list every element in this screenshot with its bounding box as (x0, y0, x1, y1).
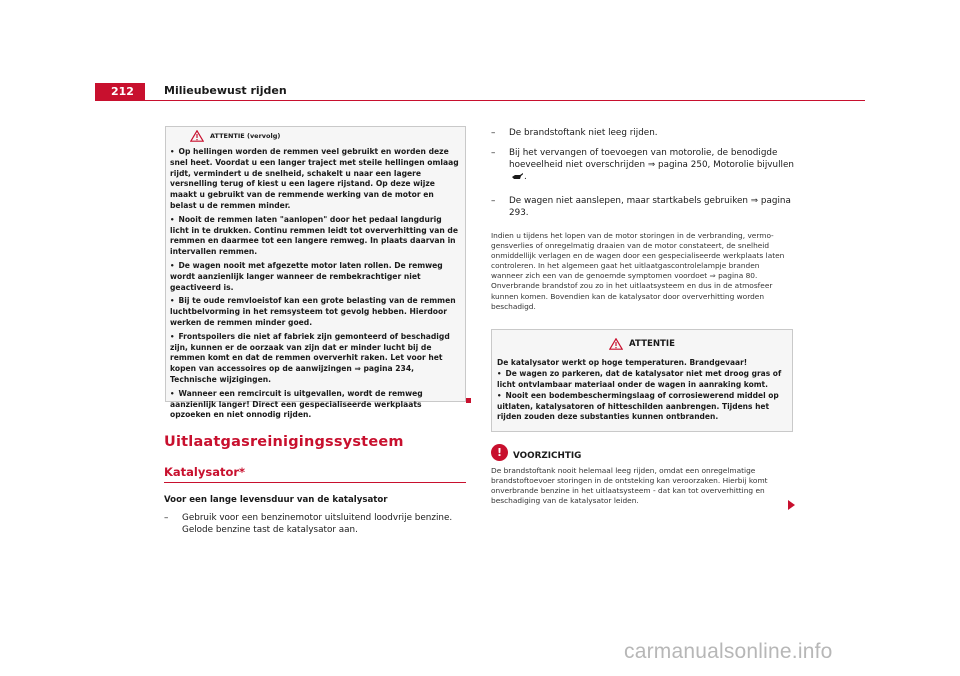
paragraph-heading: Voor een lange levensduur van de katalysator (164, 495, 388, 505)
section-end-marker (466, 398, 471, 403)
caution-text: De brandstoftank nooit helemaal leeg rijden, omdat een onregelmatige brandstoftoevoer storingen in de ontsteking kan veroorzaken. Hierbij komt onverbrande benzine in het uitlaatsysteem - dat kan tot oververhitting en beschadiging van de katalysator leiden. (491, 466, 768, 506)
watermark: carmanualsonline.info (624, 640, 833, 663)
warning-triangle-icon (609, 338, 623, 350)
caution-heading (491, 444, 581, 461)
warning-item: • Bij te oude remvloeistof kan een grote belasting van de remmen luchtbelvorming in het remsysteem tot gevolg hebben. Hierdoor werken de remmen minder goed. (170, 296, 456, 327)
page-number: 212 (95, 83, 145, 101)
list-item: – Bij het vervangen of toevoegen van motorolie, de benodigde hoeveelheid niet overschrijden ⇒ pagina 250, Motorolie bijvullen. (491, 148, 794, 182)
attention-intro: De katalysator werkt op hoge temperaturen. Brandgevaar! (497, 358, 748, 367)
header-rule (145, 100, 865, 101)
section-title: Uitlaatgasreinigingssysteem (164, 434, 404, 450)
chapter-title: Milieubewust rijden (164, 84, 287, 97)
warning-item: • De wagen nooit met afgezette motor laten rollen. De remweg wordt aanzienlijk langer wanneer de rembekrachtiger niet geactiveerd is. (170, 260, 443, 292)
attention-item: • Nooit een bodembeschermingslaag of corrosiewerend middel op uitlaten, katalysatoren of hitteschilden aanbrengen. Tijdens het rijden zouden deze substanties kunnen ontbranden. (497, 391, 779, 422)
warning-heading (170, 129, 461, 143)
oil-can-icon (511, 172, 524, 180)
warning-heading-text: ATTENTIE (vervolg) (210, 132, 281, 140)
info-paragraph: Indien u tijdens het lopen van de motor storingen in de verbranding, vermogensverlies of onregelmatig draaien van de motor constateert, de snelheid onmiddellijk verlagen en de wagen door een gespecialiseerde werkplaats laten controleren. In het algemeen gaat het uitlaatgascontrolelampje branden wanneer zich een van de genoemde symptomen voordoet ⇒ pagina 80. Onverbrande brandstof zou zo in het uitlaatsysteem en dus in de atmosfeer kunnen komen. Bovendien kan de katalysator door oververhitting worden beschadigd. (491, 231, 785, 311)
warning-item: • Frontspoilers die niet af fabriek zijn gemonteerd of beschadigd zijn, kunnen er de oorzaak van zijn dat er minder lucht bij de remmen komt en dat de remmen oververhit raken. Let voor het kopen van accessoires op de aanwijzingen ⇒ pagina 234, Technische wijzigingen. (170, 331, 450, 384)
warning-triangle-icon (190, 130, 204, 142)
list-item: – De brandstoftank niet leeg rijden. (491, 128, 658, 138)
subsection-rule (164, 482, 466, 483)
warning-item: • Op hellingen worden de remmen veel gebruikt en worden deze snel heet. Voordat u een langer traject met steile hellingen omlaag rijdt, vermindert u de snelheid, schakelt u naar een lagere versnelling terug of kiest u een lagere rijstand. Op deze wijze maakt u gebruikt van de remmende werking van de motor en belast u de remmen minder. (170, 147, 459, 210)
warning-continued-box (165, 126, 466, 420)
attention-heading-text: ATTENTIE (629, 339, 675, 349)
next-page-arrow-icon (788, 500, 795, 510)
attention-box (491, 329, 793, 432)
warning-item: • Wanneer een remcircuit is uitgevallen, wordt de remweg aanzienlijk langer! Direct een gespecialiseerde werkplaats opzoeken en niet onnodig rijden. (170, 388, 423, 420)
attention-item: • De wagen zo parkeren, dat de katalysator niet met droog gras of licht ontvlambaar materiaal onder de wagen in aanraking komt. (497, 369, 782, 389)
list-item: – De wagen niet aanslepen, maar startkabels gebruiken ⇒ pagina 293. (491, 196, 791, 218)
attention-heading (497, 336, 787, 352)
list-item: – Gebruik voor een benzinemotor uitsluitend loodvrije benzine. Gelode benzine tast de katalysator aan. (164, 513, 453, 535)
subsection-title: Katalysator* (164, 465, 246, 479)
caution-heading-text: VOORZICHTIG (513, 451, 582, 461)
warning-item: • Nooit de remmen laten "aanlopen" door het pedaal langdurig licht in te drukken. Continu remmen leidt tot oververhitting van de remmen en daarmee tot een langere remweg. In plaats daarvan in intervallen remmen. (170, 214, 458, 257)
caution-icon: ! (491, 444, 508, 461)
